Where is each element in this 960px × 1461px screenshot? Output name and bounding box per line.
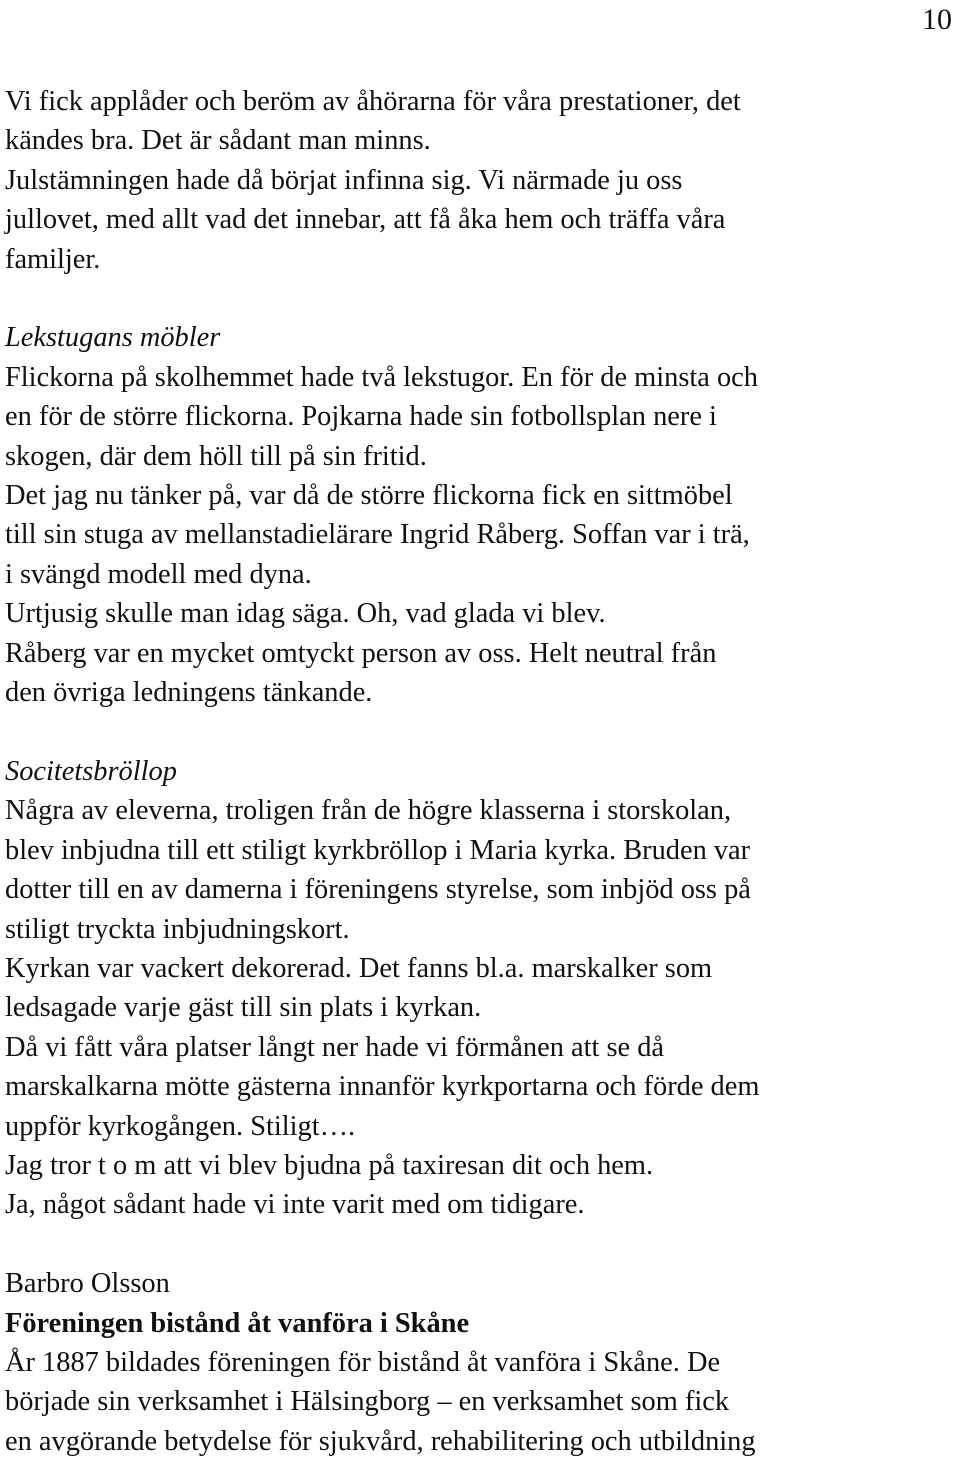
author-name: Barbro Olsson: [5, 1268, 170, 1300]
section-spacer: [5, 1225, 955, 1264]
text-line: Kyrkan var vackert dekorerad. Det fanns bl.a. marskalker som: [5, 952, 713, 984]
text-line: familjer.: [5, 243, 101, 275]
section-societet: [5, 752, 955, 1225]
text-line: Urtjusig skulle man idag säga. Oh, vad glada vi blev.: [5, 598, 606, 630]
section-spacer: [5, 279, 955, 318]
section-foreningen: [5, 1264, 955, 1461]
article-heading: Föreningen bistånd åt vanföra i Skåne: [5, 1307, 470, 1339]
text-line: den övriga ledningens tänkande.: [5, 677, 373, 709]
document-body: [5, 82, 955, 1461]
text-line: marskalkarna mötte gästerna innanför kyrkportarna och förde dem: [5, 1071, 760, 1103]
text-line: Jag tror t o m att vi blev bjudna på taxiresan dit och hem.: [5, 1149, 654, 1181]
text-line: Det jag nu tänker på, var då de större flickorna fick en sittmöbel: [5, 480, 733, 512]
text-line: en för de större flickorna. Pojkarna hade sin fotbollsplan nere i: [5, 401, 717, 433]
text-line: jullovet, med allt vad det innebar, att få åka hem och träffa våra: [5, 204, 726, 236]
text-line: År 1887 bildades föreningen för bistånd åt vanföra i Skåne. De: [5, 1346, 721, 1378]
text-line: stiligt tryckta inbjudningskort.: [5, 913, 350, 945]
intro-paragraph: [5, 82, 955, 279]
text-line: en avgörande betydelse för sjukvård, rehabilitering och utbildning: [5, 1425, 756, 1457]
text-line: Ja, något sådant hade vi inte varit med om tidigare.: [5, 1189, 585, 1221]
text-line: Då vi fått våra platser långt ner hade vi förmånen att se då: [5, 1031, 665, 1063]
text-line: skogen, där dem höll till på sin fritid.: [5, 440, 427, 472]
text-line: kändes bra. Det är sådant man minns.: [5, 125, 431, 157]
section-spacer: [5, 712, 955, 751]
section-heading: Lekstugans möbler: [5, 322, 221, 354]
text-line: Flickorna på skolhemmet hade två lekstugor. En för de minsta och: [5, 361, 758, 393]
section-lekstugans: [5, 318, 955, 712]
text-line: ledsagade varje gäst till sin plats i kyrkan.: [5, 992, 482, 1024]
text-line: Julstämningen hade då börjat infinna sig. Vi närmade ju oss: [5, 164, 683, 196]
text-line: började sin verksamhet i Hälsingborg – en verksamhet som fick: [5, 1386, 730, 1418]
text-line: Råberg var en mycket omtyckt person av oss. Helt neutral från: [5, 637, 717, 669]
text-line: till sin stuga av mellanstadielärare Ingrid Råberg. Soffan var i trä,: [5, 519, 750, 551]
section-heading: Socitetsbröllop: [5, 755, 177, 787]
text-line: Vi fick applåder och beröm av åhörarna för våra prestationer, det: [5, 86, 741, 117]
text-line: dotter till en av damerna i föreningens styrelse, som inbjöd oss på: [5, 874, 751, 906]
text-line: blev inbjudna till ett stiligt kyrkbröllop i Maria kyrka. Bruden var: [5, 834, 751, 866]
page-number: 10: [922, 3, 952, 36]
text-line: Några av eleverna, troligen från de högre klasserna i storskolan,: [5, 795, 732, 827]
text-line: i svängd modell med dyna.: [5, 558, 312, 590]
text-line: uppför kyrkogången. Stiligt….: [5, 1110, 356, 1142]
